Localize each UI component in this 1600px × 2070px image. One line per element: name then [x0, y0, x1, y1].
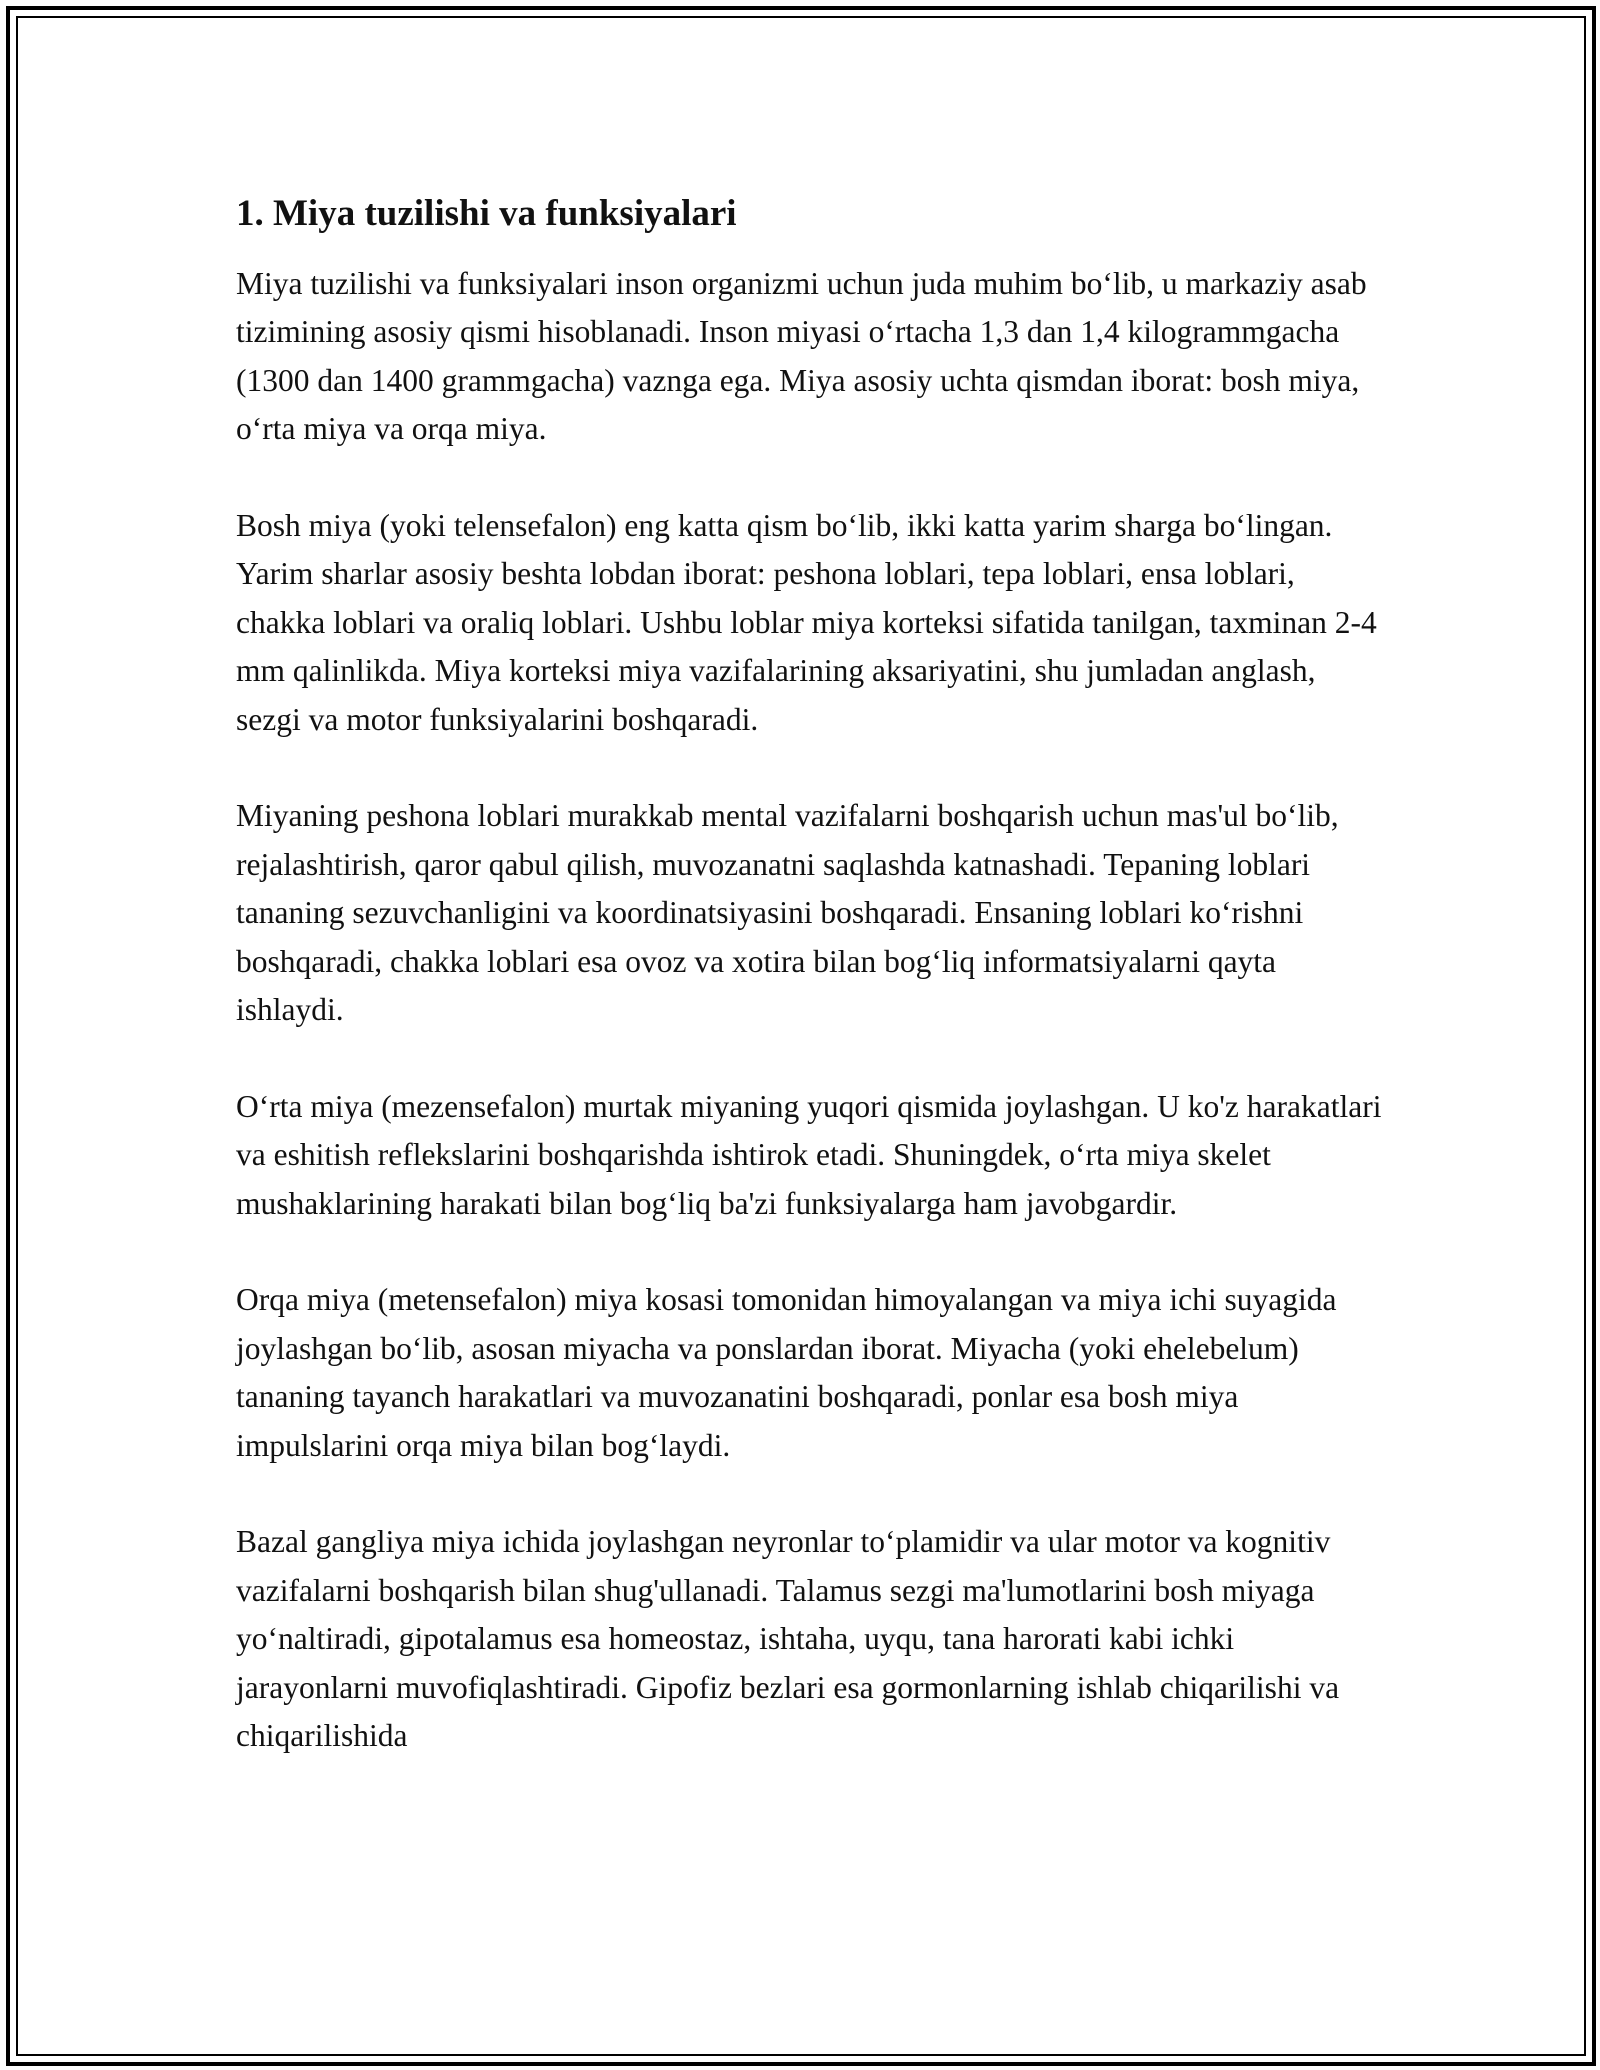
document-body: [236, 188, 1386, 1809]
paragraph-basal-ganglia: Bazal gangliya miya ichida joylashgan neyronlar to‘plamidir va ular motor va kognitiv vazifalarni boshqarish bilan shug'ullanadi. Talamus sezgi ma'lumotlarini bosh miyaga yo‘naltiradi, gipotalamus esa homeostaz, ishtaha, uyqu, tana harorati kabi ichki jarayonlarni muvofiqlashtiradi. Gipofiz bezlari esa gormonlarning ishlab chiqarilishi va chiqarilishida: [236, 1524, 1340, 1754]
paragraph-brain-overview: Miya tuzilishi va funksiyalari inson organizmi uchun juda muhim bo‘lib, u markaziy asab tizimining asosiy qismi hisoblanadi. Inson miyasi o‘rtacha 1,3 dan 1,4 kilogrammgacha (1300 dan 1400 grammgacha) vaznga ega. Miya asosiy uchta qismdan iborat: bosh miya, o‘rta miya va orqa miya.: [236, 266, 1367, 447]
paragraph-midbrain: O‘rta miya (mezensefalon) murtak miyaning yuqori qismida joylashgan. U ko'z harakatlari va eshitish reflekslarini boshqarishda ishtirok etadi. Shuningdek, o‘rta miya skelet mushaklarining harakati bilan bog‘liq ba'zi funksiyalarga ham javobgardir.: [236, 1088, 1382, 1221]
paragraph-lobes: Miyaning peshona loblari murakkab mental vazifalarni boshqarish uchun mas'ul bo‘lib, rejalashtirish, qaror qabul qilish, muvozanatni saqlashda katnashadi. Tepaning loblari tananing sezuvchanligini va koordinatsiyasini boshqaradi. Ensaning loblari ko‘rishni boshqaradi, chakka loblari esa ovoz va xotira bilan bog‘liq informatsiyalarni qayta ishlaydi.: [236, 798, 1339, 1028]
paragraph-hindbrain: Orqa miya (metensefalon) miya kosasi tomonidan himoyalangan va miya ichi suyagida joylashgan bo‘lib, asosan miyacha va ponslardan iborat. Miyacha (yoki ehelebelum) tananing tayanch harakatlari va muvozanatini boshqaradi, ponlar esa bosh miya impulslarini orqa miya bilan bog‘laydi.: [236, 1282, 1337, 1463]
paragraph-telencephalon: Bosh miya (yoki telensefalon) eng katta qism bo‘lib, ikki katta yarim sharga bo‘lingan. Yarim sharlar asosiy beshta lobdan iborat: peshona loblari, tepa loblari, ensa loblari, chakka loblari va oraliq loblari. Ushbu loblar miya korteksi sifatida tanilgan, taxminan 2-4 mm qalinlikda. Miya korteksi miya vazifalarining aksariyatini, shu jumladan anglash, sezgi va motor funksiyalarini boshqaradi.: [236, 508, 1377, 737]
section-heading: 1. Miya tuzilishi va funksiyalari: [236, 193, 737, 234]
